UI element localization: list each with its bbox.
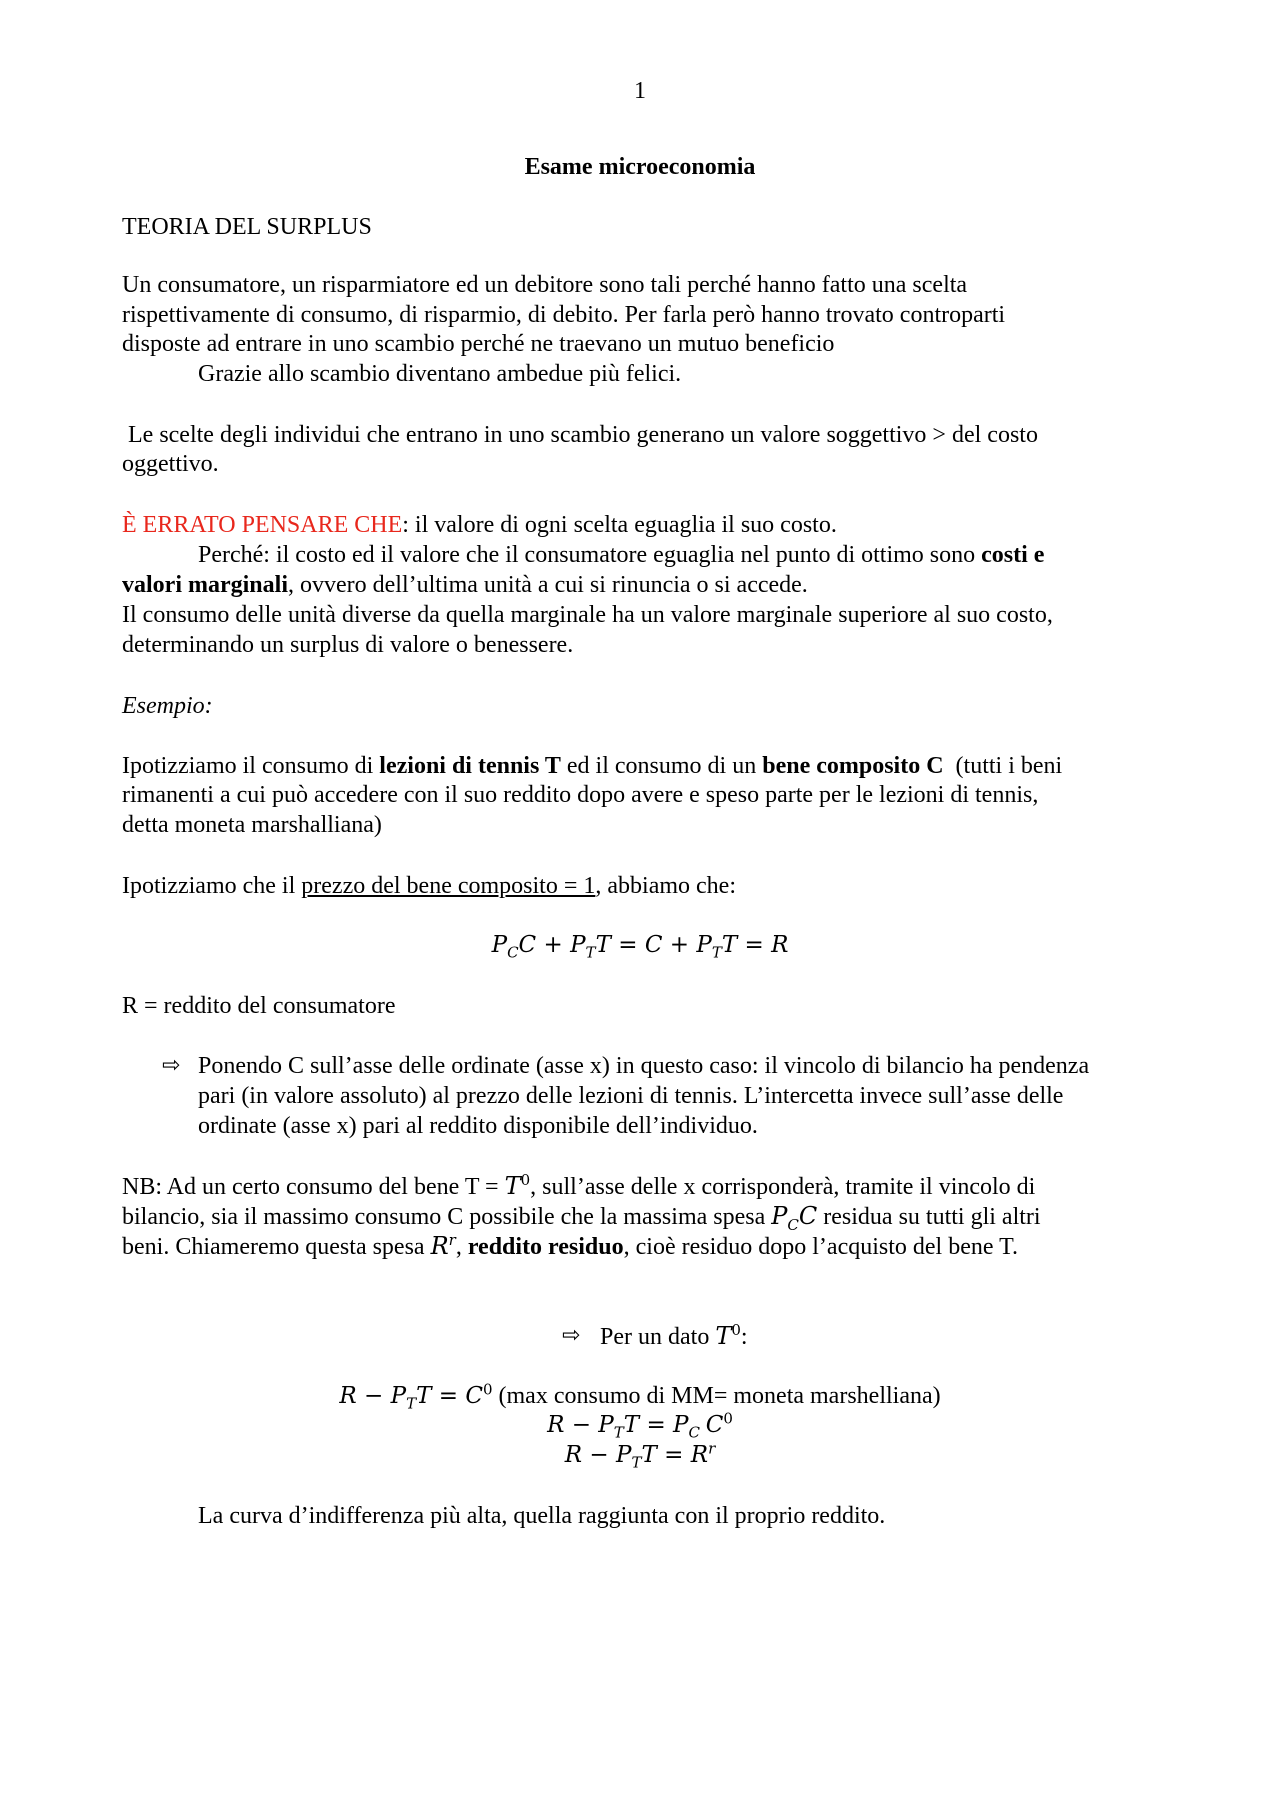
para3-line2: Perché: il costo ed il valore che il consumatore eguaglia nel punto di ottimo sono costi e	[198, 542, 1045, 568]
para4-line3: detta moneta marshalliana)	[122, 812, 382, 838]
example-label: Esempio:	[122, 693, 213, 719]
bullet1-line3: ordinate (asse x) pari al reddito disponibile dell’individuo.	[198, 1113, 758, 1139]
para3-line5: determinando un surplus di valore o benessere.	[122, 632, 574, 658]
nb-line1: NB: Ad un certo consumo del bene $T = T^0$, sull’asse delle x corrisponderà, tramite il vincolo di	[122, 1171, 1036, 1200]
para1-line3: disposte ad entrare in uno scambio perché ne traevano un mutuo beneficio	[122, 331, 835, 357]
para1-line2: rispettivamente di consumo, di risparmio, di debito. Per farla però hanno trovato controparti	[122, 302, 1006, 328]
para4-line2: rimanenti a cui può accedere con il suo reddito dopo avere e speso parte per le lezioni di tennis,	[122, 782, 1039, 808]
document-title: Esame microeconomia	[524, 154, 756, 180]
nb-line3: beni. Chiameremo questa spesa $R^r$, reddito residuo, cioè residuo dopo l’acquisto del bene T.	[122, 1231, 1018, 1260]
given-t0-line: Per un dato $T^0$:	[600, 1321, 748, 1350]
para3-line3: valori marginali, ovvero dell’ultima unità a cui si rinuncia o si accede.	[122, 572, 808, 598]
closing-sentence: La curva d’indifferenza più alta, quella raggiunta con il proprio reddito.	[198, 1503, 886, 1529]
nb-line2: bilancio, sia il massimo consumo C possibile che la massima spesa $P_CC$ residua su tutti gli altri	[122, 1202, 1041, 1234]
warning-label: È ERRATO PENSARE CHE	[122, 512, 403, 538]
para5-line: Ipotizziamo che il prezzo del bene composito = 1, abbiamo che:	[122, 873, 736, 899]
bullet1-line1: Ponendo C sull’asse delle ordinate (asse x) in questo caso: il vincolo di bilancio ha pendenza	[198, 1053, 1090, 1079]
bullet1-line2: pari (in valore assoluto) al prezzo delle lezioni di tennis. L’intercetta invece sull’asse delle	[198, 1083, 1064, 1109]
para1-line4: Grazie allo scambio diventano ambedue più felici.	[198, 361, 682, 387]
equation-line2: $R - P_TT = P_C$ $C^0$	[547, 1409, 733, 1442]
para4-line1: Ipotizziamo il consumo di lezioni di tennis T ed il consumo di un bene composito C (tutti i beni	[122, 753, 1063, 779]
page-number: 1	[634, 78, 646, 104]
section-heading: TEORIA DEL SURPLUS	[122, 214, 372, 240]
budget-equation: $P_CC + P_TT = C + P_TT = R$	[491, 932, 789, 962]
equation-line1: $R - P_TT = C^0$ (max consumo di MM= moneta marshelliana)	[339, 1380, 941, 1413]
para2-line2: oggettivo.	[122, 451, 219, 477]
para2-line1: Le scelte degli individui che entrano in uno scambio generano un valore soggettivo > del costo	[122, 422, 1038, 448]
equation-line3: $R - P_TT = R^r$	[564, 1439, 716, 1472]
outline-right-arrow-icon-2: ⇨	[562, 1323, 581, 1348]
para3-line4: Il consumo delle unità diverse da quella marginale ha un valore marginale superiore al suo costo,	[122, 602, 1053, 628]
para1-line1: Un consumatore, un risparmiatore ed un debitore sono tali perché hanno fatto una scelta	[122, 272, 968, 298]
para3-line1: È ERRATO PENSARE CHE: il valore di ogni scelta eguaglia il suo costo.	[122, 512, 837, 538]
outline-right-arrow-icon: ⇨	[162, 1053, 181, 1078]
income-definition: R = reddito del consumatore	[122, 993, 396, 1019]
underlined-price: prezzo del bene composito = 1	[301, 873, 596, 899]
